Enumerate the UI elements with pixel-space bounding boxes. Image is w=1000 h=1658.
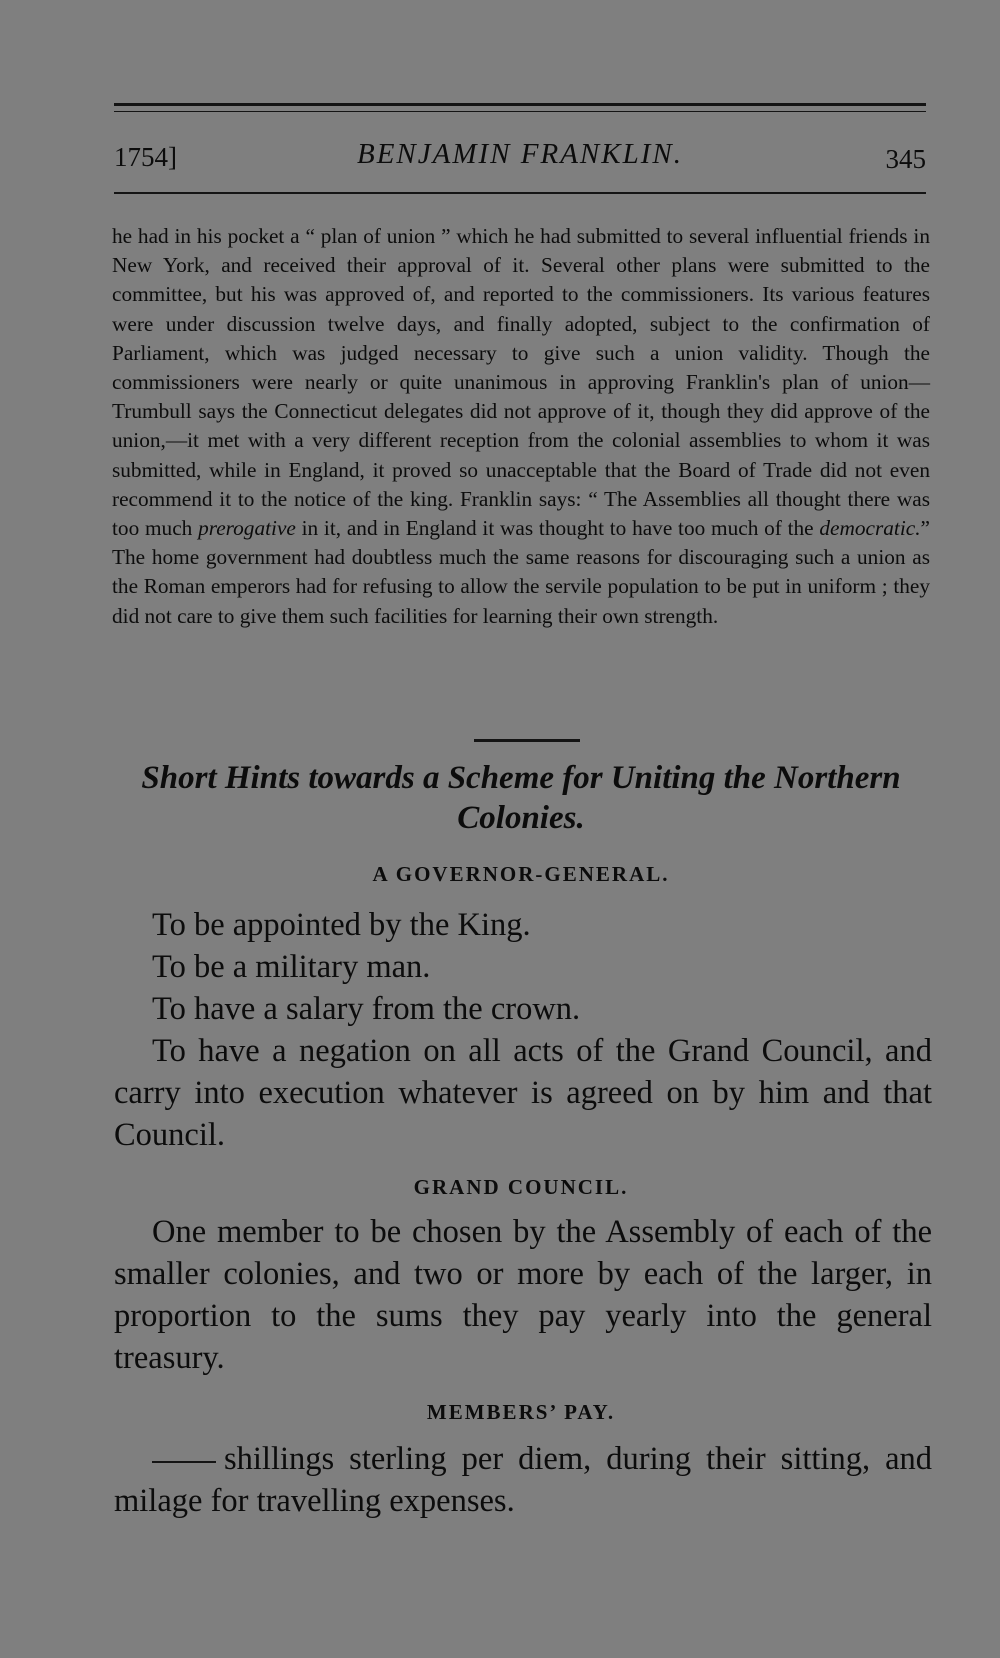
governor-general-item: To be a military man.: [152, 949, 431, 985]
governor-general-item: To be appointed by the King.: [152, 907, 531, 943]
governor-general-list: [114, 904, 932, 1156]
members-pay-heading: MEMBERS’ PAY.: [426, 1400, 616, 1424]
intro-text-1: he had in his pocket a “ plan of union ” which he had submitted to several influential friends in New York, and received their approval of it. Several other plans were submitted to the committee, but his was approved of, and reported to the commissioners. Its various features were under discussion twelve days, and finally adopted, subject to the confirmation of Parliament, which was judged necessary to give such a union validity. Though the commissioners were nearly or quite unanimous in approving Franklin's plan of union—Trumbull says the Connecticut delegates did not approve of it, though they did approve of the union,—it met with a very different reception from the colonial assemblies to whom it was submitted, while in England, it proved so unacceptable that the Board of Trade did not even recommend it to the notice of the king. Franklin says: “ The Assemblies all thought there was too much: [112, 224, 930, 541]
grand-council-text: One member to be chosen by the Assembly of each of the smaller colonies, and two or more by each of the larger, in proportion to the sums they pay yearly into the general treasury.: [114, 1214, 932, 1376]
scheme-title: Short Hints towards a Scheme for Uniting the Northern Colonies.: [141, 760, 901, 836]
page-number: 345: [885, 144, 926, 174]
running-head-year: 1754]: [114, 142, 177, 172]
intro-emphasis-democratic: democratic.: [819, 516, 921, 541]
intro-emphasis-prerogative: prerogative: [198, 516, 296, 541]
governor-general-item: To have a negation on all acts of the Grand Council, and carry into execution whatever is agreed on by him and that Council.: [114, 1033, 932, 1153]
governor-general-item: To have a salary from the crown.: [152, 991, 581, 1027]
running-head-title: BENJAMIN FRANKLIN.: [357, 138, 683, 170]
top-rule: [114, 103, 926, 106]
intro-text-2: in it, and in England it was thought to have too much of the: [295, 516, 820, 541]
members-pay-section: [114, 1438, 932, 1522]
header-rule: [114, 192, 926, 194]
top-rule-thin: [114, 111, 926, 112]
intro-paragraph: [112, 222, 930, 631]
governor-general-heading: A GOVERNOR-GENERAL.: [372, 862, 670, 886]
grand-council-heading: GRAND COUNCIL.: [413, 1175, 629, 1199]
grand-council-section: [114, 1211, 932, 1379]
members-pay-paragraph: [114, 1438, 932, 1522]
intro-text-3: ” The home government had doubtless much the same reasons for discouraging such a union as the Roman emperors had for refusing to allow the servile population to be put in uniform ; they did not care to give them such facilities for learning their own strength.: [112, 516, 930, 628]
blank-amount-line: [152, 1461, 216, 1463]
section-divider: [474, 739, 580, 742]
running-head: [114, 138, 926, 178]
members-pay-text: shillings sterling per diem, during their sitting, and milage for travelling expenses.: [114, 1441, 932, 1519]
